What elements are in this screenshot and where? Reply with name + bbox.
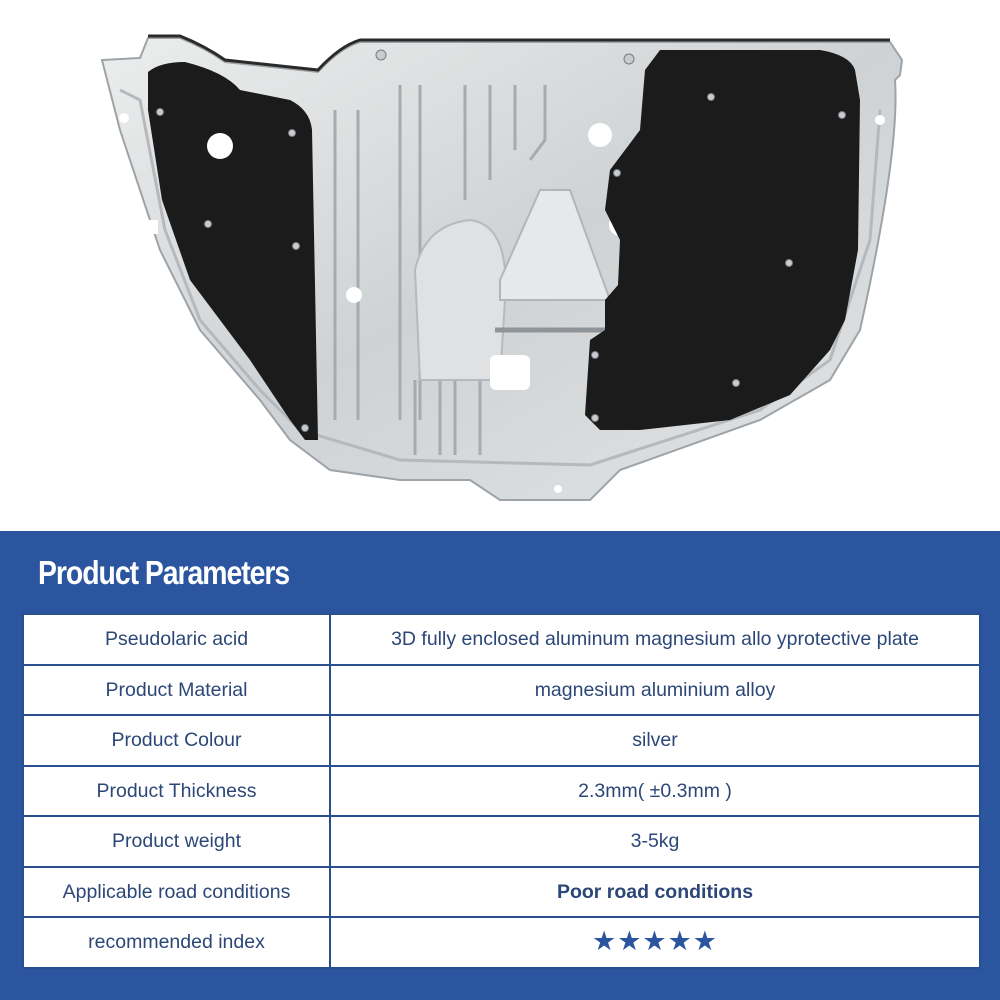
param-label: Product Colour (23, 715, 330, 766)
table-row (23, 715, 980, 766)
param-value: Poor road conditions (330, 867, 980, 918)
table-row (23, 816, 980, 867)
table-row (23, 614, 980, 665)
param-label: Pseudolaric acid (23, 614, 330, 665)
param-label: Product Material (23, 665, 330, 716)
param-value: 3D fully enclosed aluminum magnesium allo yprotective plate (330, 614, 980, 665)
param-value: 3-5kg (330, 816, 980, 867)
param-value: 2.3mm( ±0.3mm ) (330, 766, 980, 817)
table-row (23, 917, 980, 968)
table-row (23, 867, 980, 918)
param-value-rating (330, 917, 980, 968)
section-title: Product Parameters (38, 554, 290, 591)
param-label: Applicable road conditions (23, 867, 330, 918)
param-label: Product Thickness (23, 766, 330, 817)
star-rating-icon: ★★★★★ (591, 925, 719, 956)
param-label: recommended index (23, 917, 330, 968)
param-label: Product weight (23, 816, 330, 867)
table-row (23, 665, 980, 716)
parameters-table (22, 613, 981, 969)
param-value: silver (330, 715, 980, 766)
param-value: magnesium aluminium alloy (330, 665, 980, 716)
table-row (23, 766, 980, 817)
